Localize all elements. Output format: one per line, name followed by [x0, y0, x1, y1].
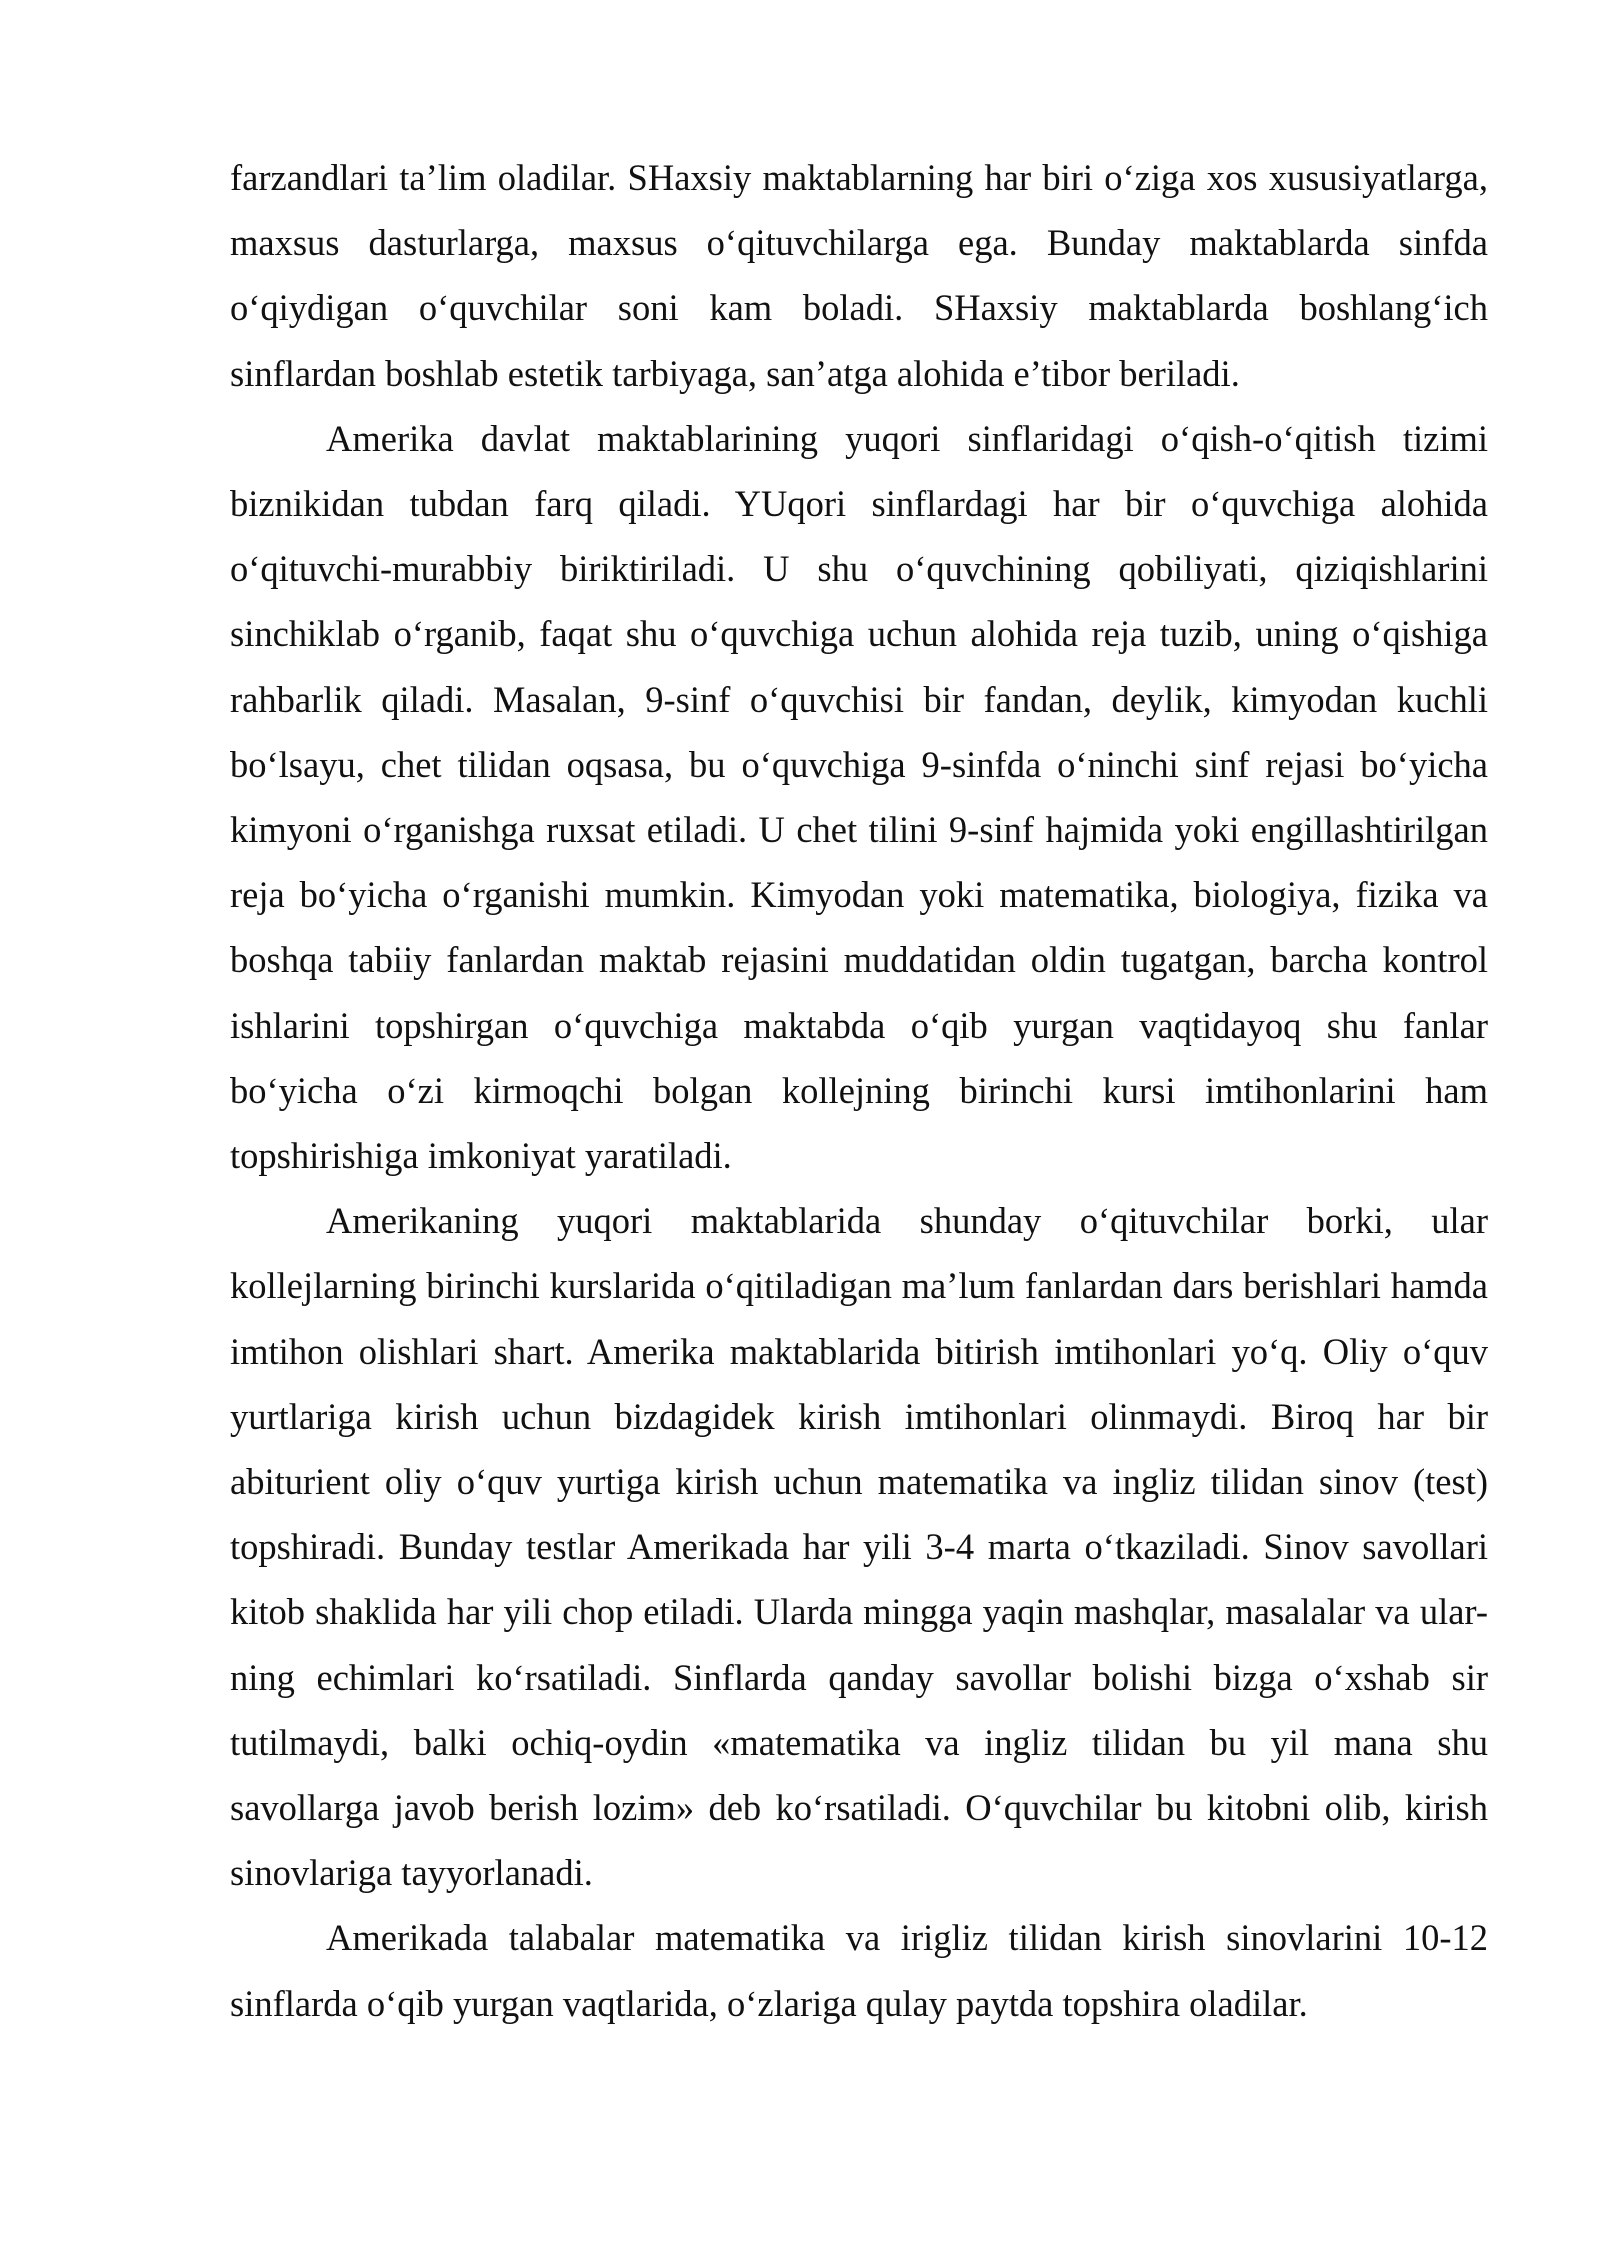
paragraph-3: Amerikaning yuqori maktablarida shunday o‘qituvchilar borki, ular kollejlarning birinchi kurslarida o‘qitiladigan ma’lum fanlardan dars berishlari hamda imtihon olishlari shart. Amerika maktablarida bitirish imtihonlari yo‘q. Oliy o‘quv yurtlariga kirish uchun bizdagidek kirish imtihonlari olinmaydi. Biroq har bir abiturient oliy o‘quv yurtiga kirish uchun matematika va ingliz tilidan sinov (test) topshiradi. Bunday testlar Amerikada har yili 3-4 marta o‘tkaziladi. Sinov savollari kitob shaklida har yili chop etiladi. Ularda mingga yaqin mashqlar, masalalar va ular-ning echimlari ko‘rsatiladi. Sinflarda qanday savollar bolishi bizga o‘xshab sir tutilmaydi, balki ochiq-oydin «matematika va ingliz tilidan bu yil mana shu savollarga javob berish lozim» deb ko‘rsatiladi. O‘quvchilar bu kitobni olib, kirish sinovlariga tayyorlanadi. [230, 1200, 1488, 1894]
paragraph-2: Amerika davlat maktablarining yuqori sinflaridagi o‘qish-o‘qitish tizimi biznikidan tubdan farq qiladi. YUqori sinflardagi har bir o‘quvchiga alohida o‘qituvchi-murabbiy biriktiriladi. U shu o‘quvchining qobiliyati, qiziqishlarini sinchiklab o‘rganib, faqat shu o‘quvchiga uchun alohida reja tuzib, uning o‘qishiga rahbarlik qiladi. Masalan, 9-sinf o‘quvchisi bir fandan, deylik, kimyodan kuchli bo‘lsayu, chet tilidan oqsasa, bu o‘quvchiga 9-sinfda o‘ninchi sinf rejasi bo‘yicha kimyoni o‘rganishga ruxsat etiladi. U chet tilini 9-sinf hajmida yoki engillashtirilgan reja bo‘yicha o‘rganishi mumkin. Kimyodan yoki matematika, biologiya, fizika va boshqa tabiiy fanlardan maktab rejasini muddatidan oldin tugatgan, barcha kontrol ishlarini topshirgan o‘quvchiga maktabda o‘qib yurgan vaqtidayoq shu fanlar bo‘yicha o‘zi kirmoqchi bolgan kollejning birinchi kursi imtihonlarini ham topshirishiga imkoniyat yaratiladi. [230, 417, 1488, 1177]
paragraph-1: farzandlari ta’lim oladilar. SHaxsiy maktablarning har biri o‘ziga xos xususiyatlarga, maxsus dasturlarga, maxsus o‘qituvchilarga ega. Bunday maktablarda sinfda o‘qiydigan o‘quvchilar soni kam boladi. SHaxsiy maktablarda boshlang‘ich sinflardan boshlab estetik tarbiyaga, san’atga alohida e’tibor beriladi. [230, 157, 1488, 394]
paragraph-4: Amerikada talabalar matematika va irigliz tilidan kirish sinovlarini 10-12 sinflarda o‘qib yurgan vaqtlarida, o‘zlariga qulay paytda topshira oladilar. [230, 1917, 1488, 2024]
document-body [230, 145, 1488, 2036]
